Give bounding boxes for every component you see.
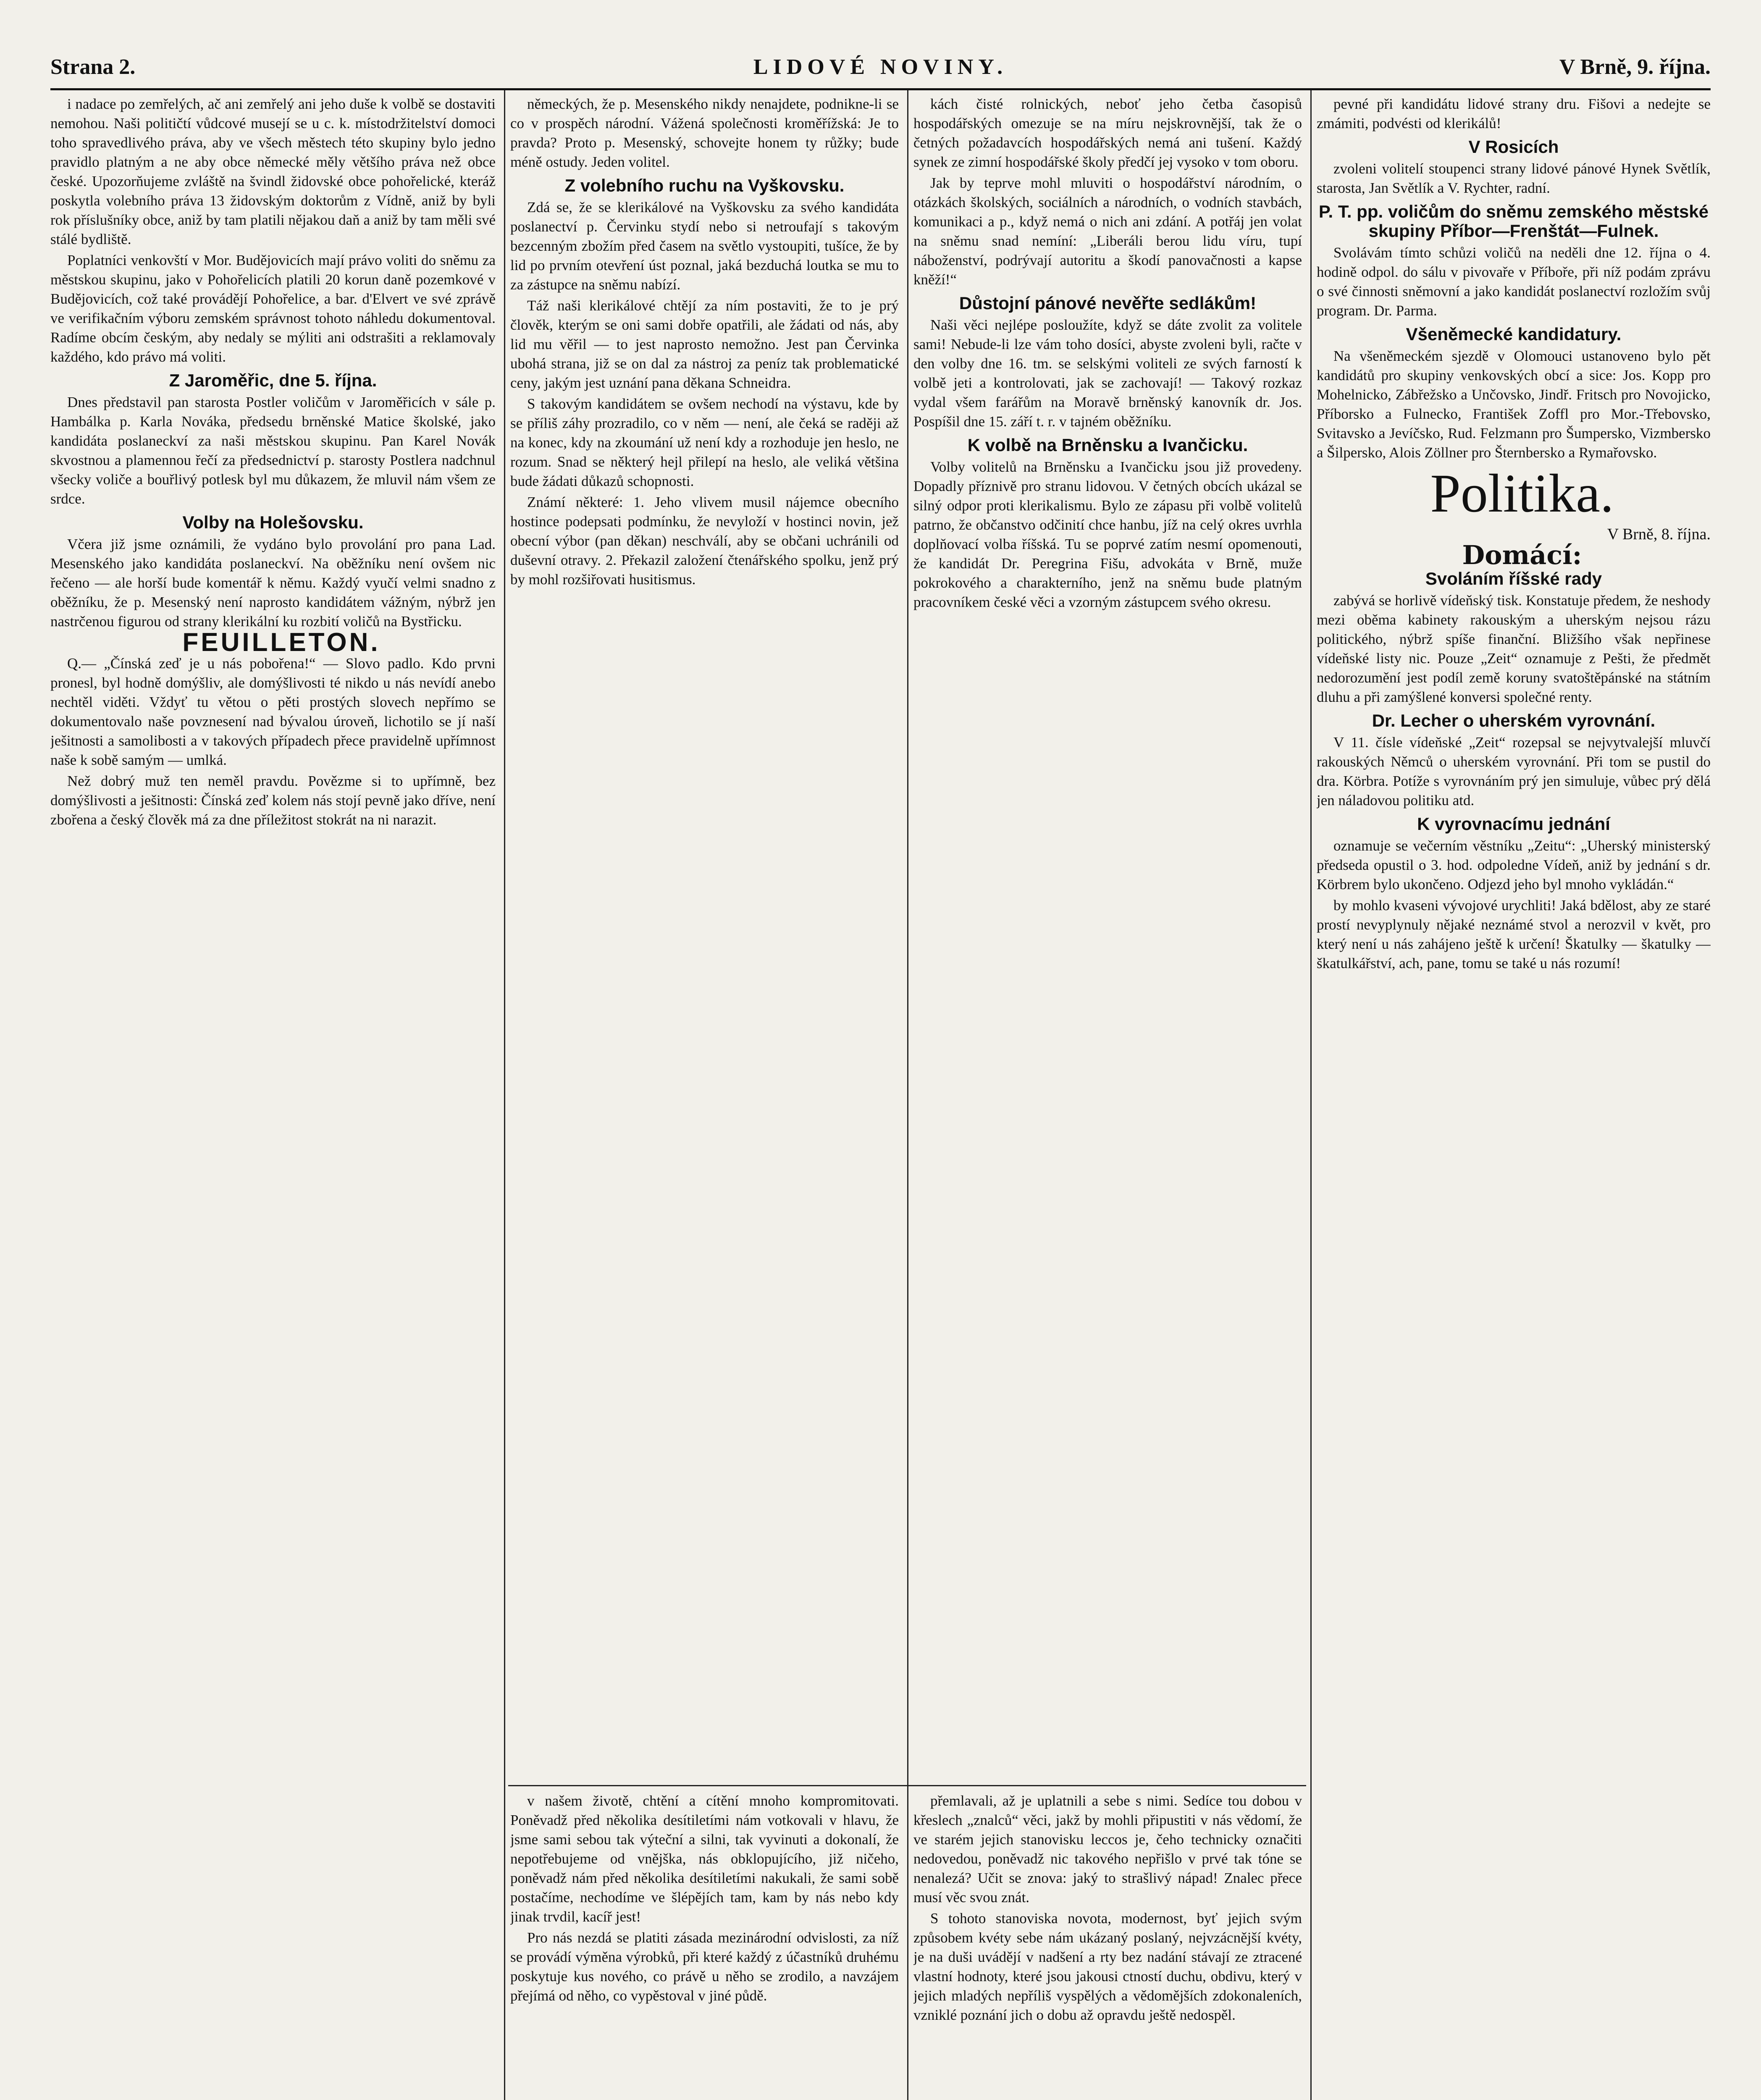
column-3 [913, 94, 1302, 1779]
feuilleton-column-3 [913, 1791, 1302, 2100]
issue-date: V Brně, 9. října. [1559, 55, 1711, 79]
feuilleton-paragraph: by mohlo kvaseni vývojové urychliti! Jaká bdělost, aby ze staré prostí nevyplynuly nějaké neznámé stvol a nerozvil v květ, pro který není u nás zahájeno ještě k určení! Škatulky — škatulky — škatulkářství, ach, pane, tomu se také u nás rozumí! [1317, 897, 1711, 971]
article-paragraph: Na všeněmeckém sjezdě v Olomouci ustanoveno bylo pět kandidátů pro skupiny venkovských obcí a sice: Jos. Kopp pro Mohelnicko, Zábřežsko a Unčovsko, Jindř. Fritsch pro Novojicko, Příborsko a Fulnecko, František Zoffl pro Mor.-Třebovsko, Svitavsko a Jevíčsko, Rud. Felzmann pro Šumpersko, Vizmbersko a Šilpersko, Alois Zöllner pro Šternbersko a Rymařovsko. [1317, 348, 1711, 461]
feuilleton-heading: FEUILLETON. [182, 628, 381, 657]
feuilleton-paragraph: Q.— „Čínská zeď je u nás pobořena!“ — Slovo padlo. Kdo prvni pronesl, byl hodně domýšliv, ale domýšlivosti té nikdo u nás nevídí anebo nechtěl viděti. Vždyť tu větou o pěti prostých slovech nepřímo se dokumentovalo naše povznesení nad bývalou úroveň, lichotilo se jí naší ješitnosti a samolibosti a v takových případech přece pravidelně upřímnost naše k sobě samým — umlká. [50, 655, 496, 768]
section-heading: Volby na Holešovsku. [182, 512, 364, 532]
section-heading: K vyrovnacímu jednání [1417, 814, 1610, 834]
politika-heading: Politika. [1430, 463, 1614, 524]
article-paragraph: Dnes představil pan starosta Postler voličům v Jaroměřicích v sále p. Hambálka p. Karla Nováka, předsedu brněnské Matice školské, jako kandidáta poslaneckví za naši městskou skupinu. Pan Karel Novák skvostnou a plamennou řečí za předsednictví p. starosty Postlera nadchnul všecky voliče a bouřlivý potlesk byl mu důkazem, že mluvil nám všem ze srdce. [50, 394, 496, 507]
column-divider [907, 90, 908, 2100]
article-paragraph: V 11. čísle vídeňské „Zeit“ rozepsal se nejvytvalejší mluvčí rakouských Němců o uherském vyrovnání. Při tom se pustil do dra. Körbra. Potíže s vyrovnáním prý jen simuluje, vůbec prý dělá jen náladovou politiku atd. [1317, 734, 1711, 808]
feuilleton-paragraph: Než dobrý muž ten neměl pravdu. Povězme si to upřímně, bez domýšlivosti a ješitnosti: Čínská zeď kolem nás stojí pevně jako dříve, není zbořena a český člověk má za dne příležitost stokrát na ni narazit. [50, 773, 496, 828]
feuilleton-paragraph: přemlavali, až je uplatnili a sebe s nimi. Sedíce tou dobou v křeslech „znalců“ věci, jakž by mohli připustiti v nás vědomí, že ve starém jejich stanovisku leccos je, čeho technicky označiti nedovedou, poněvadž nic takového nepřišlo v prvé tak tóne se nenalezá? Učit se znova: jaký to strašlivý nápad! Znalec přece musí věc svou znát. [913, 1793, 1302, 1906]
column-4 [1317, 94, 1711, 2100]
section-heading: P. T. pp. voličům do sněmu zemského městské skupiny Příbor—Frenštát—Fulnek. [1318, 202, 1709, 241]
section-heading: Všeněmecké kandidatury. [1406, 324, 1622, 344]
politika-date: V Brně, 8. října. [1607, 525, 1711, 543]
section-heading: K volbě na Brněnsku a Ivančicku. [967, 435, 1248, 455]
header-rule [50, 88, 1711, 90]
section-heading: Z Jaroměřic, dne 5. října. [169, 370, 377, 390]
article-paragraph: kách čisté rolnických, neboť jeho četba časopisů hospodářských omezuje se na míru nejskrovnější, tak že o četných požadavcích hospodářských nemá ani tušení. Každý synek ze zimní hospodářské školy předčí jej vysoko v tom oboru. [913, 96, 1302, 170]
section-heading: Dr. Lecher o uherském vyrovnání. [1372, 711, 1656, 730]
section-heading: Z volebního ruchu na Vyškovsku. [564, 176, 845, 195]
article-paragraph: S takovým kandidátem se ovšem nechodí na výstavu, kde by se příliš záhy prozradilo, co v něm — není, ale čeká se raději až na konec, kdy na zkoumání už není kdy a rozhoduje jen heslo, ne rozum. Snad se některý hejl přilepí na heslo, ale veliká většina bude žádati důkazů schopnosti. [510, 396, 899, 489]
column-divider [1310, 90, 1312, 2100]
article-paragraph: Naši věci nejlépe posloužíte, když se dáte zvolit za volitele sami! Nebude-li lze vám toho dosíci, abyste zvoleni byli, račte v den volby dne 16. tm. se selskými voliteli ze svých farností k volbě jeti a kontrolovati, jak se zachovají! — Takový rozkaz vydal všem farářům na Moravě brněnský kanovník dr. Jos. Pospíšil dne 15. září t. r. v tajném oběžníku. [913, 317, 1302, 430]
feuilleton-paragraph: S tohoto stanoviska novota, modernost, byť jejich svým způsobem kvéty sebe nám ukázaný poslaný, nejvzácnější kvéty, je na duši uvádějí v nadšení a rty bez nadání stávají ze ztracené vlastní hodnoty, které jsou jakousi ctností duchu, obdivu, který v jejich mladých nepříliš vyspělých a vědomějších zdokonaleních, vzniklé poznání jich o dobu až opravdu ještě nedospěl. [913, 1910, 1302, 2023]
domestic-heading: Domácí: [1462, 540, 1582, 570]
article-paragraph: zvoleni volitelí stoupenci strany lidové pánové Hynek Světlík, starosta, Jan Světlík a V. Rychter, radní. [1317, 160, 1711, 196]
article-paragraph: Volby volitelů na Brněnsku a Ivančicku jsou již provedeny. Dopadly příznivě pro stranu lidovou. V četných obcích ukázal se silný odpor proti klerikalismu. Bylo ze zápasu při volbě volitelů patrno, že občanstvo odčinití chce hanbu, jíž na celý okres uvrhla doplňovací volba říšská. Tu se poprvé zatím nesmí opomenouti, že kandidát Dr. Peregrina Fišu, advokáta v Brně, muže pokrokového a charakterního, jenž na sněmu bude platným pracovníkem české věci a vzorným zástupcem svého okresu. [913, 459, 1302, 610]
page-header [50, 55, 1711, 84]
article-paragraph: i nadace po zemřelých, ač ani zemřelý ani jeho duše k volbě se dostaviti nemohou. Naši političtí vůdcové musejí se u c. k. místodržitelství domoci toho spravedlivého práva, aby ve všech městech této skupiny bylo jedno pravidlo platným a ne aby obce německé měly většího práva než obce české. Upozorňujeme zvláště na švindl židovské obce pohořelické, kteráž poskytla volebního práva 13 židovským doktorům z Vídně, aniž by byli rok příslušníky obce, aniž by tam platili nějakou daň a aniž by tam měli své stálé bydliště. [50, 96, 496, 247]
section-heading: Svoláním říšské rady [1425, 569, 1602, 588]
article-paragraph: Poplatníci venkovští v Mor. Budějovicích mají právo voliti do sněmu za městskou skupinu, jako v Pohořelicích platili 20 korun daně pozemkové v Budějovicích, což také provádějí Pohořelice, a bar. d'Elvert ve své zprávě ve verifikačním výboru zemském správnost tohoto náhledu dokumentoval. Radíme obcím českým, aby nedaly se mýliti ani odstrašiti a reklamovaly každého, kdo právo má voliti. [50, 252, 496, 365]
article-paragraph: pevné při kandidátu lidové strany dru. Fišovi a nedejte se zmámiti, podvésti od klerikálů! [1317, 96, 1711, 131]
newspaper-title: LIDOVÉ NOVINY. [753, 55, 1008, 79]
article-paragraph: Včera již jsme oznámili, že vydáno bylo provolání pro pana Lad. Mesenského jako kandidáta poslaneckví. Na oběžníku není ovšem nic řečeno — ale horší bude komentář k němu. Každý vyučí velmi snadno z oběžníku, že p. Mesenský není naprosto kandidátem vážným, nýbrž jen nastrčenou figurou od strany klerikální ku rozbití voličů na Bystřicku. [50, 536, 496, 630]
column-1 [50, 94, 496, 2100]
article-paragraph: Známí některé: 1. Jeho vlivem musil nájemce obecního hostince podepsati podmínku, že nevyloží v hostinci novin, jež obecní výbor (pan děkan) neschválí, aby se občani uchránili od duševní otravy. 2. Překazil založení čtenářského spolku, jenž prý by mohl rozšiřovati husitismus. [510, 494, 899, 588]
feuilleton-column-2 [510, 1791, 899, 2100]
article-paragraph: Jak by teprve mohl mluviti o hospodářství národním, o otázkách školských, sociálních a národních, o vodních stavbách, komunikaci a p., když nemá o nich ani zdání. A potřáj jen volat na sněmu snad nemíní: „Liberáli berou lidu víru, tupí náboženství, podrývají autoritu a škodí panovačnosti a kapse kněží!“ [913, 175, 1302, 288]
article-paragraph: Zdá se, že se klerikálové na Vyškovsku za svého kandidáta poslanectví p. Červinku stydí nebo si netroufají s takovým bezcenným zbožím před časem na světlo vystoupiti, tušíce, že by lid po prvním otevření úst poznal, jaká bezduchá loutka se mu to za zástupce na sněmu nabízí. [510, 199, 899, 293]
feuilleton-paragraph: v našem životě, chtění a cítění mnoho kompromitovati. Poněvadž před několika desítiletími nám votkovali v hlavu, že jsme sami sebou tak výteční a silni, tak vyvinuti a dokonalí, že nepotřebujeme od vnějška, nás obklopujícího, již ničeho, poněvadž nám před několika desítiletími nakukali, že sami sobě postačíme, nechodíme ve šlépějích tam, kam by nás nebo kdy jinak trvdil, kacíř jest! [510, 1793, 899, 1925]
feuilleton-paragraph: Pro nás nezdá se platiti zásada mezinárodní odvislosti, za níž se provádí výměna výrobků, při které každý z účastníků druhému poskytuje kus nového, co právě u něho se zrodilo, a navzájem přejímá od něho, co vypěstoval v jiné půdě. [510, 1929, 899, 2004]
article-paragraph: německých, že p. Mesenského nikdy nenajdete, podnikne-li se co v prospěch národní. Vážená společnosti kroměřížská: Je to pravda? Proto p. Mesenský, schovejte honem ty růžky; bude méně ostudy. Jeden volitel. [510, 96, 899, 170]
article-paragraph: Svolávám tímto schůzi voličů na neděli dne 12. října o 4. hodině odpol. do sálu v pivovaře v Příboře, při níž podám zprávu o své činnosti sněmovní a jako kandidát poslanectví rozložím svůj program. Dr. Parma. [1317, 244, 1711, 319]
section-heading: Důstojní pánové nevěřte sedlákům! [959, 293, 1257, 313]
article-paragraph: zabývá se horlivě vídeňský tisk. Konstatuje předem, že neshody mezi oběma kabinety rakouským a uherským nejsou rázu politického, nýbrž spíše finanční. Bližšího však nepřinese vídeňské listy nic. Pouze „Zeit“ oznamuje z Pešti, že předmět nedorozumění jest podíl země koruny svatoštěpánské na státním dluhu a při zamýšlené konversi společné renty. [1317, 592, 1711, 705]
article-paragraph: Táž naši klerikálové chtějí za ním postaviti, že to je prý člověk, kterým se oni sami dobře opatřili, ale žádati od nás, aby lid mu věřil — to jest naprosto nemožno. Jest pan Červinka ubohá strana, již se on dal za nástroj za peníz tak problematické ceny, jakým jest uznání pana děkana Schneidra. [510, 297, 899, 391]
column-divider [504, 90, 505, 2100]
section-heading: V Rosicích [1468, 137, 1559, 157]
article-paragraph: oznamuje se večerním věstníku „Zeitu“: „Uherský ministerský předseda opustil o 3. hod. odpoledne Vídeň, aniž by jednání s dr. Körbrem bylo ukončeno. Odjezd jeho byl mnoho vykládán.“ [1317, 837, 1711, 892]
page-number: Strana 2. [50, 55, 136, 79]
